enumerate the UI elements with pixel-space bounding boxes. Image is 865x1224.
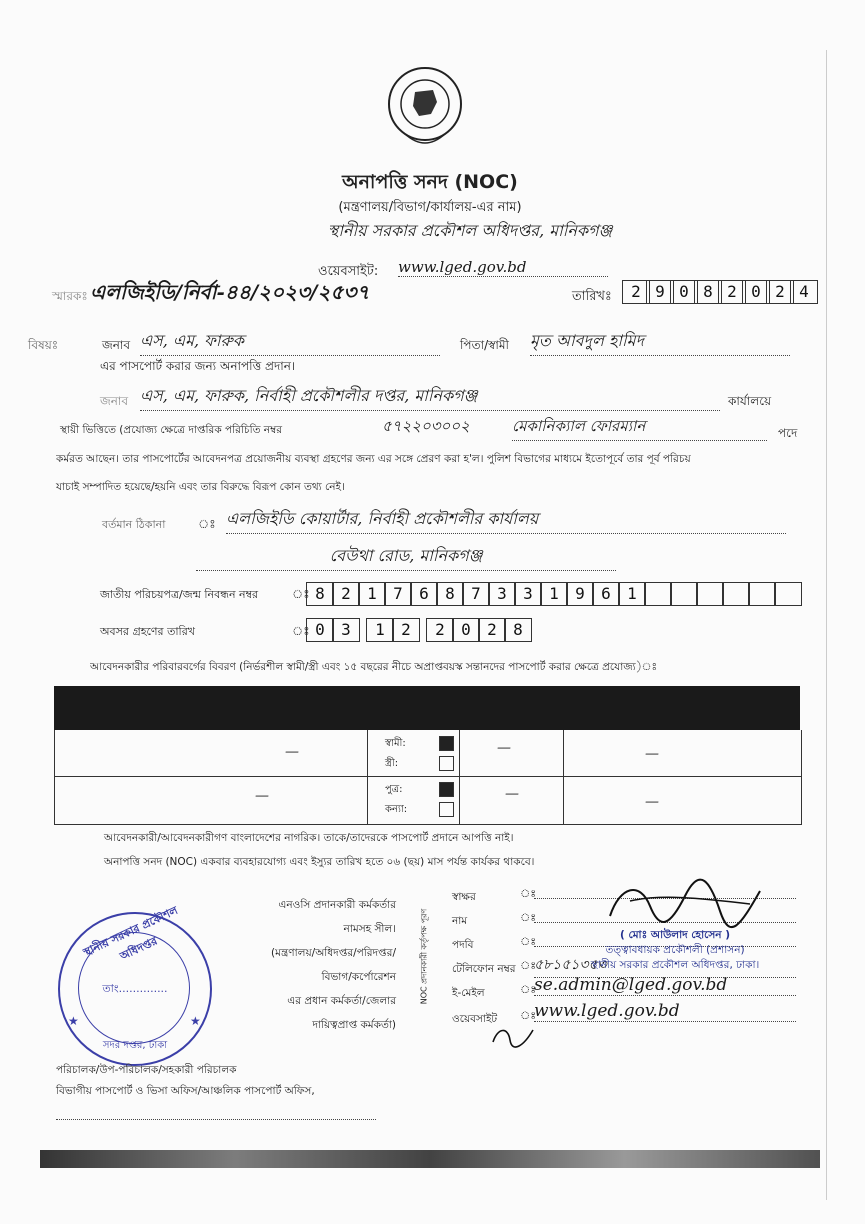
emblem-ring-text	[382, 60, 468, 68]
issuer-left-line: এনওসি প্রদানকারী কর্মকর্তার	[278, 899, 396, 911]
stamp-ring-text: স্থানীয় সরকার প্রকৌশল অধিদপ্তর	[81, 903, 180, 963]
date-digit-box: 2	[766, 280, 794, 304]
nid-digit-box: 7	[462, 582, 490, 606]
email-value: se.admin@lged.gov.bd	[534, 975, 796, 996]
signature-label: স্বাক্ষর	[452, 891, 476, 903]
name-label: নাম	[452, 915, 468, 927]
retirement-digit-box: 2	[426, 618, 454, 642]
family-row1-opt2: স্ত্রী:	[385, 758, 399, 769]
telephone-label: টেলিফোন নম্বর	[452, 963, 516, 975]
nid-digit-box	[670, 582, 698, 606]
issuer-left-line: বিভাগ/কর্পোরেশন	[321, 971, 396, 983]
retirement-digit-box: 2	[392, 618, 420, 642]
issuer-left-line: (মন্ত্রণালয়/অধিদপ্তর/পরিদপ্তর/	[271, 947, 396, 959]
family-row1-col4: —	[645, 746, 659, 762]
name-prefix: জনাব	[102, 338, 131, 352]
body-line1-prefix: জনাব	[100, 394, 129, 408]
address-line1: এলজিইডি কোয়ার্টার, নির্বাহী প্রকৌশলীর কার্যালয়	[226, 506, 786, 534]
declaration-line1: আবেদনকারী/আবেদনকারীগণ বাংলাদেশের নাগরিক। তাকে/তাদেরকে পাসপোর্ট প্রদানে আপত্তি নাই।	[104, 832, 514, 844]
designation: মেকানিক্যাল ফোরম্যান	[512, 415, 767, 441]
website-label: ওয়েবসাইট:	[318, 264, 379, 279]
nid-digit-box: 1	[618, 582, 646, 606]
nid-digit-box	[774, 582, 802, 606]
address-label: বর্তমান ঠিকানা	[102, 518, 166, 531]
family-row2-opt2: কন্যা:	[385, 804, 408, 815]
retirement-digit-box: 1	[366, 618, 394, 642]
date-digit-box: 9	[646, 280, 674, 304]
officer-seal	[560, 928, 790, 973]
field-colon: ঃ	[520, 887, 537, 900]
family-row2-name: —	[255, 788, 269, 804]
telephone-value: ৫৮১৫১৩৫৩	[534, 953, 796, 978]
website-field-label: ওয়েবসাইট	[452, 1013, 498, 1025]
nid-label: জাতীয় পরিচয়পত্র/জন্ম নিবন্ধন নম্বর	[100, 588, 259, 601]
family-heading: আবেদনকারীর পরিবারবর্গের বিবরণ (নির্ভরশীল স্বামী/স্ত্রী এবং ১৫ বছরের নীচে অপ্রাপ্তবয়স্ক সন্তানদের পাসপোর্ট করার ক্ষেত্রে প্রযোজ্য)ঃ	[90, 661, 658, 673]
designation-label: পদবি	[452, 939, 474, 951]
round-stamp	[58, 903, 212, 1066]
memo-number: এলজিইডি/নির্বা-৪৪/২০২৩/২৫৩৭	[90, 280, 370, 304]
retirement-label: অবসর গ্রহণের তারিখ	[100, 625, 195, 638]
nid-digit-box: 6	[410, 582, 438, 606]
issuer-vertical-text: NOC প্রদানকারী কর্তৃপক্ষ পূরণ	[419, 908, 429, 1005]
nid-digit-box: 1	[358, 582, 386, 606]
family-row1-opt1: স্বামী:	[385, 738, 406, 749]
family-row2-col3: —	[505, 786, 519, 802]
subject-label: বিষয়ঃ	[28, 338, 59, 352]
recipient-line1: পরিচালক/উপ-পরিচালক/সহকারী পরিচালক	[56, 1064, 237, 1076]
date-digit-box: 2	[718, 280, 746, 304]
nid-digit-box: 3	[488, 582, 516, 606]
declaration-line2: অনাপত্তি সনদ (NOC) একবার ব্যবহারযোগ্য এবং ইস্যুর তারিখ হতে ০৬ (ছয়) মাস পর্যন্ত কার্যকর থাকবে।	[104, 856, 535, 868]
page-subtitle: (মন্ত্রণালয়/বিভাগ/কার্যালয়-এর নাম)	[338, 200, 522, 215]
retirement-digit-box: 2	[478, 618, 506, 642]
field-colon: ঃ	[520, 1009, 537, 1022]
government-emblem	[385, 62, 465, 152]
nid-digit-box: 3	[514, 582, 542, 606]
family-row2-opt1: পুত্র:	[385, 784, 403, 795]
date-digit-box: 2	[622, 280, 650, 304]
field-colon: ঃ	[520, 911, 537, 924]
date-digit-box: 0	[670, 280, 698, 304]
date-digit-box: 8	[694, 280, 722, 304]
body-line1-value: এস, এম, ফারুক, নির্বাহী প্রকৌশলীর দপ্তর, মানিকগঞ্জ	[140, 383, 720, 411]
issuer-left-line: দায়িত্বপ্রাপ্ত কর্মকর্তা)	[312, 1019, 396, 1031]
date-label: তারিখঃ	[572, 289, 612, 304]
retirement-digit-box: 0	[306, 618, 334, 642]
nid-colon: ঃ	[292, 587, 310, 601]
nid-digit-box: 8	[436, 582, 464, 606]
retirement-digit-box: 0	[452, 618, 480, 642]
daughter-checkbox[interactable]	[439, 802, 454, 817]
father-name: মৃত আবদুল হামিদ	[530, 328, 790, 356]
issuer-left-block	[220, 893, 396, 1037]
nid-digit-box: 8	[306, 582, 334, 606]
wife-checkbox[interactable]	[439, 756, 454, 771]
stamp-center-text: তাং..............	[102, 982, 168, 995]
email-label: ই-মেইল	[452, 987, 485, 999]
body-line4: যাচাই সম্পাদিত হয়েছে/হয়নি এবং তার বিরুদ্ধে বিরূপ কোন তথ্য নেই।	[56, 481, 345, 493]
applicant-name: এস, এম, ফারুক	[140, 328, 440, 356]
date-digit-box: 0	[742, 280, 770, 304]
nid-digit-box: 2	[332, 582, 360, 606]
retirement-colon: ঃ	[292, 624, 310, 638]
field-colon: ঃ	[520, 959, 537, 972]
son-checkbox[interactable]	[439, 782, 454, 797]
office-name: স্থানীয় সরকার প্রকৌশল অধিদপ্তর, মানিকগঞ্জ	[327, 221, 613, 240]
body-line2-suffix: পদে	[778, 426, 798, 440]
family-row1-name: —	[285, 744, 299, 760]
stamp-bottom-text: সদর দপ্তর, ঢাকা	[102, 1040, 168, 1051]
scan-band	[40, 1150, 820, 1168]
retirement-digit-box: 3	[332, 618, 360, 642]
nid-digit-box	[722, 582, 750, 606]
website-value: www.lged.gov.bd	[398, 258, 608, 277]
seal-line: ( মোঃ আউলাদ হোসেন )	[619, 929, 730, 941]
nid-digit-box: 9	[566, 582, 594, 606]
issuer-left-line: নামসহ সীল।	[343, 923, 396, 935]
seal-line: স্থানীয় সরকার প্রকৌশল অধিদপ্তর, ঢাকা।	[590, 959, 760, 971]
field-colon: ঃ	[520, 935, 537, 948]
star-icon: ★	[68, 1014, 79, 1028]
body-line1-suffix: কার্যালয়ে	[728, 394, 772, 408]
husband-checkbox[interactable]	[439, 736, 454, 751]
body-line3: কর্মরত আছেন। তার পাসপোর্টের আবেদনপত্র প্রয়োজনীয় ব্যবস্থা গ্রহণের জন্য এর সঙ্গে প্রেরণ করা হ'ল। পুলিশ বিভাগের মাধ্যমে ইতোপূর্বে তার পূর্ব পরিচয়	[56, 453, 691, 465]
family-table-header-band	[54, 686, 800, 730]
date-digit-box: 4	[790, 280, 818, 304]
nid-digit-box	[748, 582, 776, 606]
page-title: অনাপত্তি সনদ (NOC)	[342, 171, 518, 193]
body-line2-prefix: স্থায়ী ভিত্তিতে (প্রযোজ্য ক্ষেত্রে দাপ্তরিক পরিচিতি নম্বর	[60, 424, 283, 436]
nid-digit-box: 7	[384, 582, 412, 606]
date-box-row	[622, 280, 822, 306]
seal-line: তত্ত্বাবধায়ক প্রকৌশলী (প্রশাসন)	[605, 944, 745, 956]
field-colon: ঃ	[520, 983, 537, 996]
official-id: ৫৭২২০৩০০২	[382, 417, 470, 435]
family-table	[54, 730, 802, 825]
address-line2: বেউথা রোড, মানিকগঞ্জ	[196, 543, 616, 571]
nid-digit-box	[696, 582, 724, 606]
nid-digit-box	[644, 582, 672, 606]
nid-digit-box: 6	[592, 582, 620, 606]
recipient-line2: বিভাগীয় পাসপোর্ট ও ভিসা অফিস/আঞ্চলিক পাসপোর্ট অফিস,	[56, 1085, 315, 1097]
officer-signature	[600, 876, 780, 936]
father-label: পিতা/স্বামী	[460, 338, 509, 352]
initial-signature	[488, 1022, 538, 1052]
address-colon: ঃ	[198, 517, 216, 531]
family-row2-col4: —	[645, 794, 659, 810]
issuer-left-line: এর প্রধান কর্মকর্তা/জেলার	[287, 995, 396, 1007]
nid-box-row	[306, 582, 806, 608]
retirement-digit-box: 8	[504, 618, 532, 642]
recipient-line3	[56, 1118, 376, 1120]
retirement-box-row	[306, 618, 536, 644]
family-row1-col3: —	[497, 740, 511, 756]
memo-label: স্মারকঃ	[52, 289, 88, 303]
star-icon: ★	[190, 1014, 201, 1028]
subject-purpose: এর পাসপোর্ট করার জন্য অনাপত্তি প্রদান।	[100, 359, 296, 373]
nid-digit-box: 1	[540, 582, 568, 606]
website-field-value: www.lged.gov.bd	[534, 1001, 796, 1022]
